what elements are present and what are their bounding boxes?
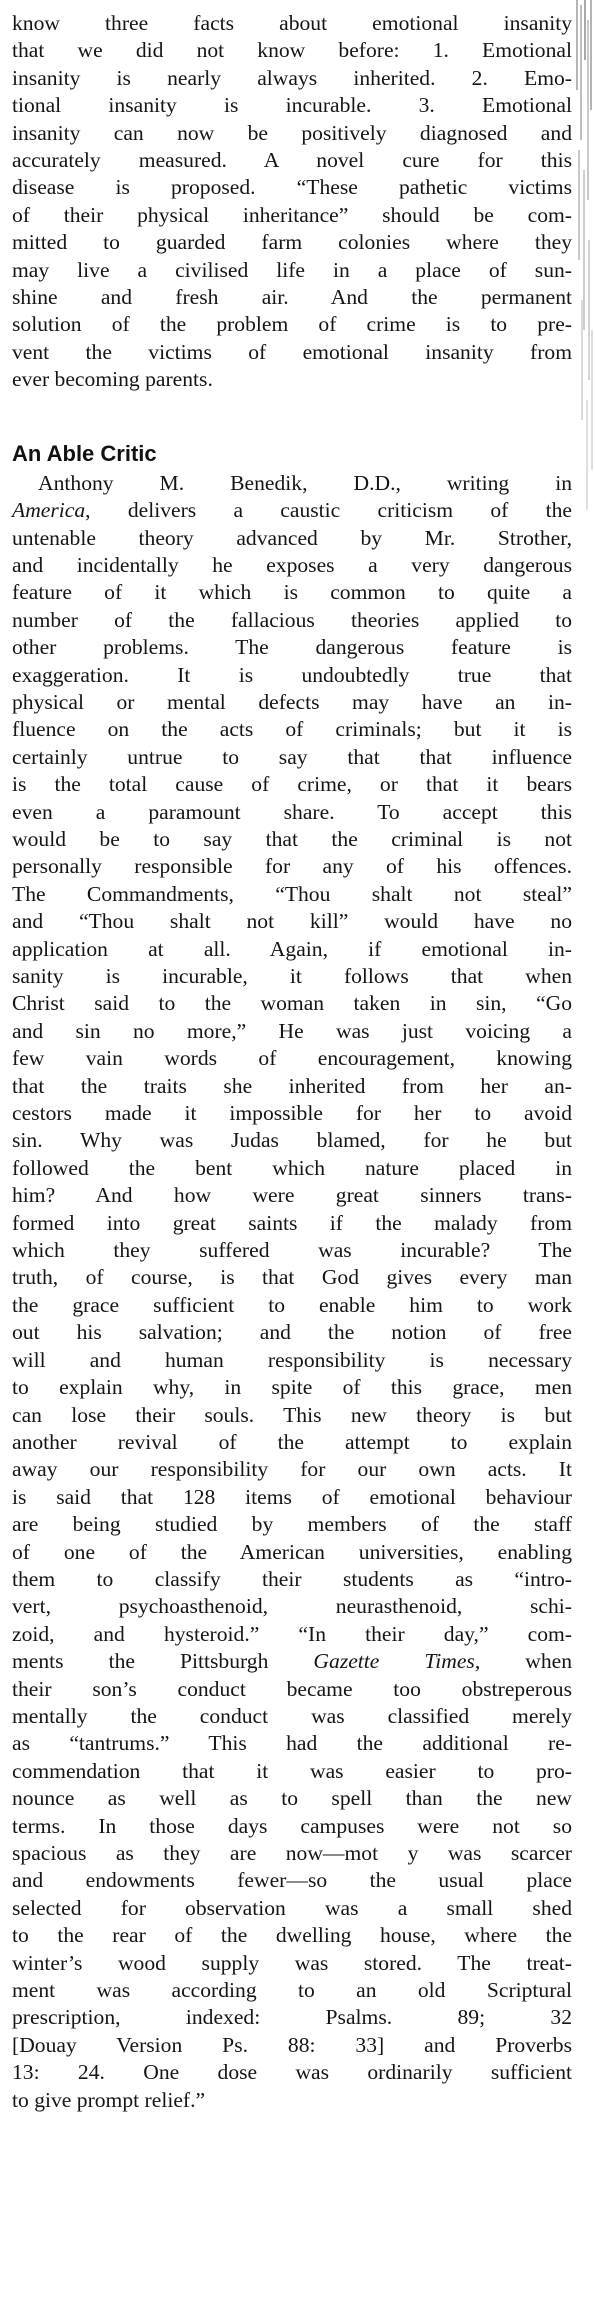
text-line: spacious as they are now—mot y was scarcer [12, 1841, 572, 1865]
text-line: ment was according to an old Scriptural [12, 1978, 572, 2003]
text-line: certainly untrue to say that that influence [12, 744, 572, 769]
text-line: which they suffered was incurable? The [12, 1238, 572, 1263]
text-line: is said that 128 items of emotional behaviour [12, 1484, 572, 1509]
text-line: number of the fallacious theories applied to [12, 607, 572, 632]
text-line: The Commandments, “Thou shalt not steal” [12, 881, 572, 906]
text-line: of their physical inheritance” should be com- [12, 202, 572, 227]
text-line: their son’s conduct became too obstreperous [12, 1676, 572, 1701]
text-line: winter’s wood supply was stored. The treat- [12, 1950, 572, 1975]
text-line: zoid, and hysteroid.” “In their day,” com- [12, 1621, 572, 1646]
section-heading: An Able Critic [12, 440, 157, 466]
text-line: prescription, indexed: Psalms. 89; 32 [12, 2005, 572, 2030]
text-line: to explain why, in spite of this grace, men [12, 1375, 572, 1400]
text-line: solution of the problem of crime is to pre- [12, 312, 572, 337]
text-line: personally responsible for any of his offences. [12, 854, 572, 879]
text-line: may live a civilised life in a place of sun- [12, 257, 572, 282]
text-line: sanity is incurable, it follows that when [12, 964, 572, 988]
text-line: formed into great saints if the malady from [12, 1210, 572, 1235]
text-line: will and human responsibility is necessary [12, 1347, 572, 1372]
paragraph-able-critic [12, 470, 572, 2114]
text-line: vert, psychoasthenoid, neurasthenoid, schi- [12, 1594, 572, 1619]
text-line: that the traits she inherited from her an- [12, 1073, 572, 1098]
text-line: out his salvation; and the notion of free [12, 1320, 572, 1345]
text-line: Christ said to the woman taken in sin, “Go [12, 991, 572, 1016]
scan-edge-artifact [573, 0, 595, 520]
text-line: disease is proposed. “These pathetic victims [12, 175, 572, 200]
text-line: them to classify their students as “intro- [12, 1566, 572, 1591]
text-line: can lose their souls. This new theory is but [12, 1402, 572, 1427]
text-line: and incidentally he exposes a very dangerous [12, 552, 572, 577]
text-line: and endowments fewer—so the usual place [12, 1868, 572, 1893]
text-line: commendation that it was easier to pro- [12, 1758, 572, 1783]
text-line: few vain words of encouragement, knowing [12, 1046, 572, 1071]
text-line: shine and fresh air. And the permanent [12, 285, 572, 310]
text-line: away our responsibility for our own acts. It [12, 1457, 572, 1482]
text-line: know three facts about emotional insanity [12, 11, 572, 35]
text-line: application at all. Again, if emotional in- [12, 936, 572, 961]
text-line: cestors made it impossible for her to avoid [12, 1101, 572, 1126]
text-line: [Douay Version Ps. 88: 33] and Proverbs [12, 2032, 572, 2057]
text-line: the grace sufficient to enable him to work [12, 1292, 572, 1317]
text-line: to give prompt relief.” [12, 2087, 206, 2112]
paragraph-intro [12, 10, 572, 394]
text-line: of one of the American universities, enabling [12, 1539, 572, 1564]
text-line: mentally the conduct was classified merely [12, 1703, 572, 1728]
text-line: to the rear of the dwelling house, where the [12, 1923, 572, 1948]
text-line: fluence on the acts of criminals; but it is [12, 717, 572, 742]
section-spacer [12, 394, 572, 440]
text-line: mitted to guarded farm colonies where they [12, 230, 572, 255]
text-line: America, delivers a caustic criticism of the [12, 498, 572, 523]
text-line: untenable theory advanced by Mr. Strother, [12, 525, 572, 550]
text-line: another revival of the attempt to explain [12, 1429, 572, 1454]
text-line: him? And how were great sinners trans- [12, 1183, 572, 1208]
text-line: terms. In those days campuses were not so [12, 1813, 572, 1838]
text-line: truth, of course, is that God gives every man [12, 1265, 572, 1290]
text-line: insanity is nearly always inherited. 2. Emo- [12, 65, 572, 90]
text-line: 13: 24. One dose was ordinarily sufficient [12, 2060, 572, 2085]
text-line: vent the victims of emotional insanity from [12, 339, 572, 364]
text-line: physical or mental defects may have an in- [12, 689, 572, 714]
text-line: ments the Pittsburgh Gazette Times, when [12, 1649, 573, 1674]
article-column [12, 10, 572, 2114]
text-line: exaggeration. It is undoubtedly true that [12, 662, 572, 687]
text-line: selected for observation was a small shed [12, 1895, 572, 1920]
text-line: are being studied by members of the staff [12, 1512, 572, 1537]
text-line: insanity can now be positively diagnosed and [12, 120, 572, 145]
text-line: as “tantrums.” This had the additional re- [12, 1731, 572, 1756]
text-line: sin. Why was Judas blamed, for he but [12, 1128, 572, 1153]
text-line: and “Thou shalt not kill” would have no [12, 909, 572, 934]
text-line: nounce as well as to spell than the new [12, 1786, 572, 1811]
text-line: followed the bent which nature placed in [12, 1155, 572, 1180]
text-line: Anthony M. Benedik, D.D., writing in [38, 470, 572, 495]
text-line: tional insanity is incurable. 3. Emotional [12, 93, 572, 118]
text-line: feature of it which is common to quite a [12, 580, 572, 605]
text-line: ever becoming parents. [12, 367, 213, 392]
text-line: is the total cause of crime, or that it bears [12, 772, 572, 797]
text-line: other problems. The dangerous feature is [12, 635, 572, 660]
text-line: accurately measured. A novel cure for this [12, 148, 572, 173]
text-line: would be to say that the criminal is not [12, 826, 572, 851]
text-line: that we did not know before: 1. Emotional [12, 38, 572, 63]
text-line: even a paramount share. To accept this [12, 799, 572, 824]
text-line: and sin no more,” He was just voicing a [12, 1018, 572, 1043]
